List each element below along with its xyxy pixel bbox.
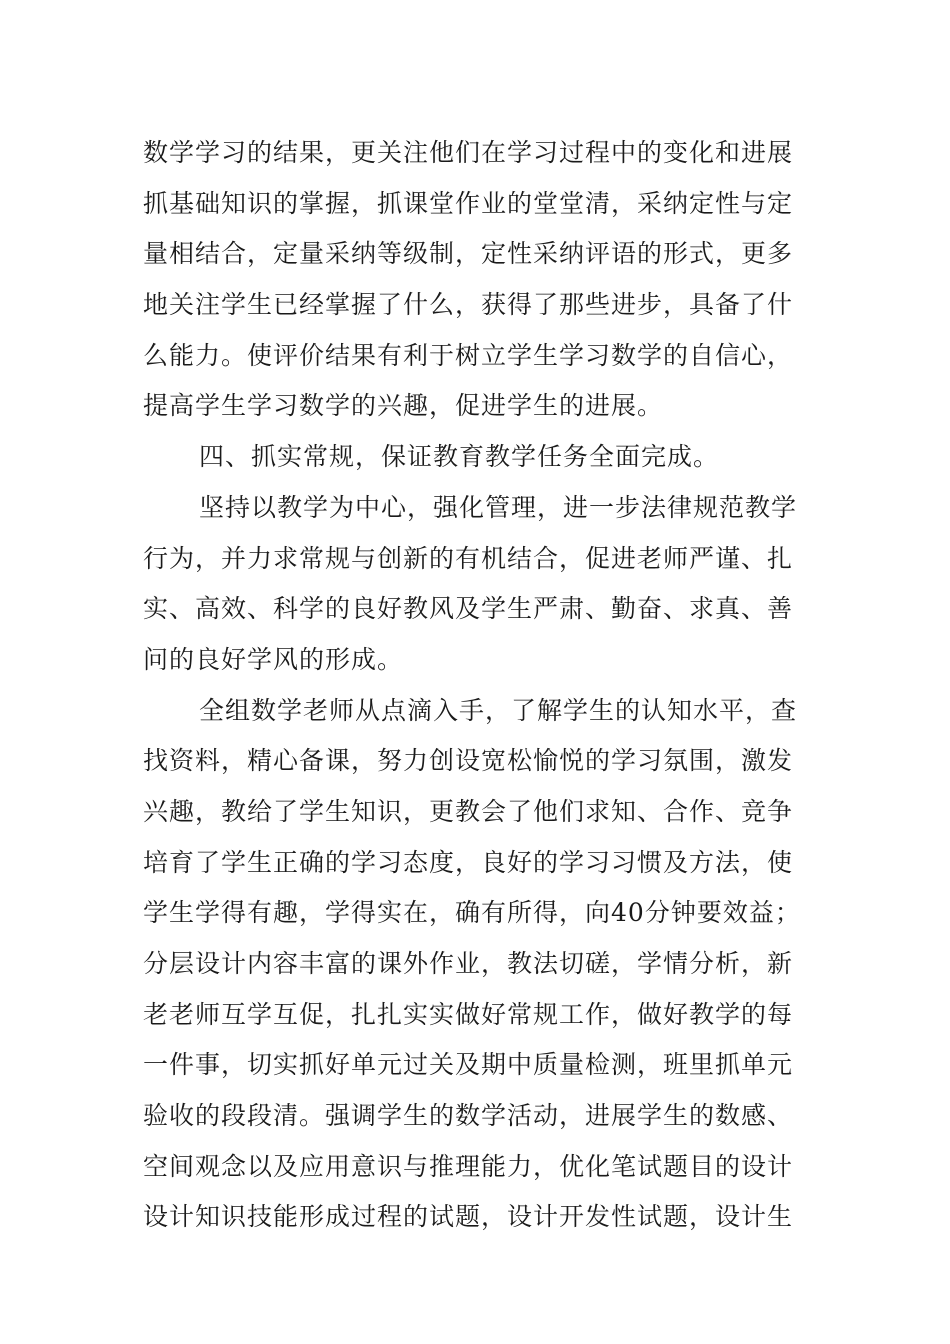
body-text <box>143 128 823 1243</box>
text-line: 么能力。使评价结果有利于树立学生学习数学的自信心， <box>143 340 794 370</box>
paragraph-start: 坚持以教学为中心，强化管理，进一步法律规范教学 <box>199 492 798 522</box>
text-line: 数学学习的结果，更关注他们在学习过程中的变化和进展 <box>143 138 794 167</box>
text-line: 分层设计内容丰富的课外作业，教法切磋，学情分析，新 <box>143 949 794 978</box>
text-line: 学生学得有趣，学得实在，确有所得，向40分钟要效益； <box>143 898 801 928</box>
text-line: 行为，并力求常规与创新的有机结合，促进老师严谨、扎 <box>143 543 794 573</box>
paragraph-start: 全组数学老师从点滴入手，了解学生的认知水平，查 <box>199 695 798 725</box>
text-line: 老老师互学互促，扎扎实实做好常规工作，做好教学的每 <box>143 999 794 1029</box>
text-line: 抓基础知识的掌握，抓课堂作业的堂堂清，采纳定性与定 <box>143 188 794 218</box>
text-line: 提高学生学习数学的兴趣，促进学生的进展。 <box>143 391 664 421</box>
section-heading: 四、抓实常规，保证教育教学任务全面完成。 <box>199 442 720 472</box>
text-line: 设计知识技能形成过程的试题，设计开发性试题，设计生 <box>143 1202 794 1232</box>
text-line: 量相结合，定量采纳等级制，定性采纳评语的形式，更多 <box>143 239 794 269</box>
text-line: 实、高效、科学的良好教风及学生严肃、勤奋、求真、善 <box>143 594 794 624</box>
text-line: 验收的段段清。强调学生的数学活动，进展学生的数感、 <box>143 1101 794 1131</box>
text-line: 找资料，精心备课，努力创设宽松愉悦的学习氛围，激发 <box>143 746 794 776</box>
text-line: 兴趣，教给了学生知识，更教会了他们求知、合作、竞争 <box>143 796 794 826</box>
text-line: 空间观念以及应用意识与推理能力，优化笔试题目的设计 <box>143 1151 794 1181</box>
text-line: 问的良好学风的形成。 <box>143 644 404 674</box>
text-line: 地关注学生已经掌握了什么，获得了那些进步，具备了什 <box>143 290 794 320</box>
text-line: 一件事，切实抓好单元过关及期中质量检测，班里抓单元 <box>143 1050 794 1080</box>
text-line: 培育了学生正确的学习态度，良好的学习习惯及方法，使 <box>143 847 794 877</box>
